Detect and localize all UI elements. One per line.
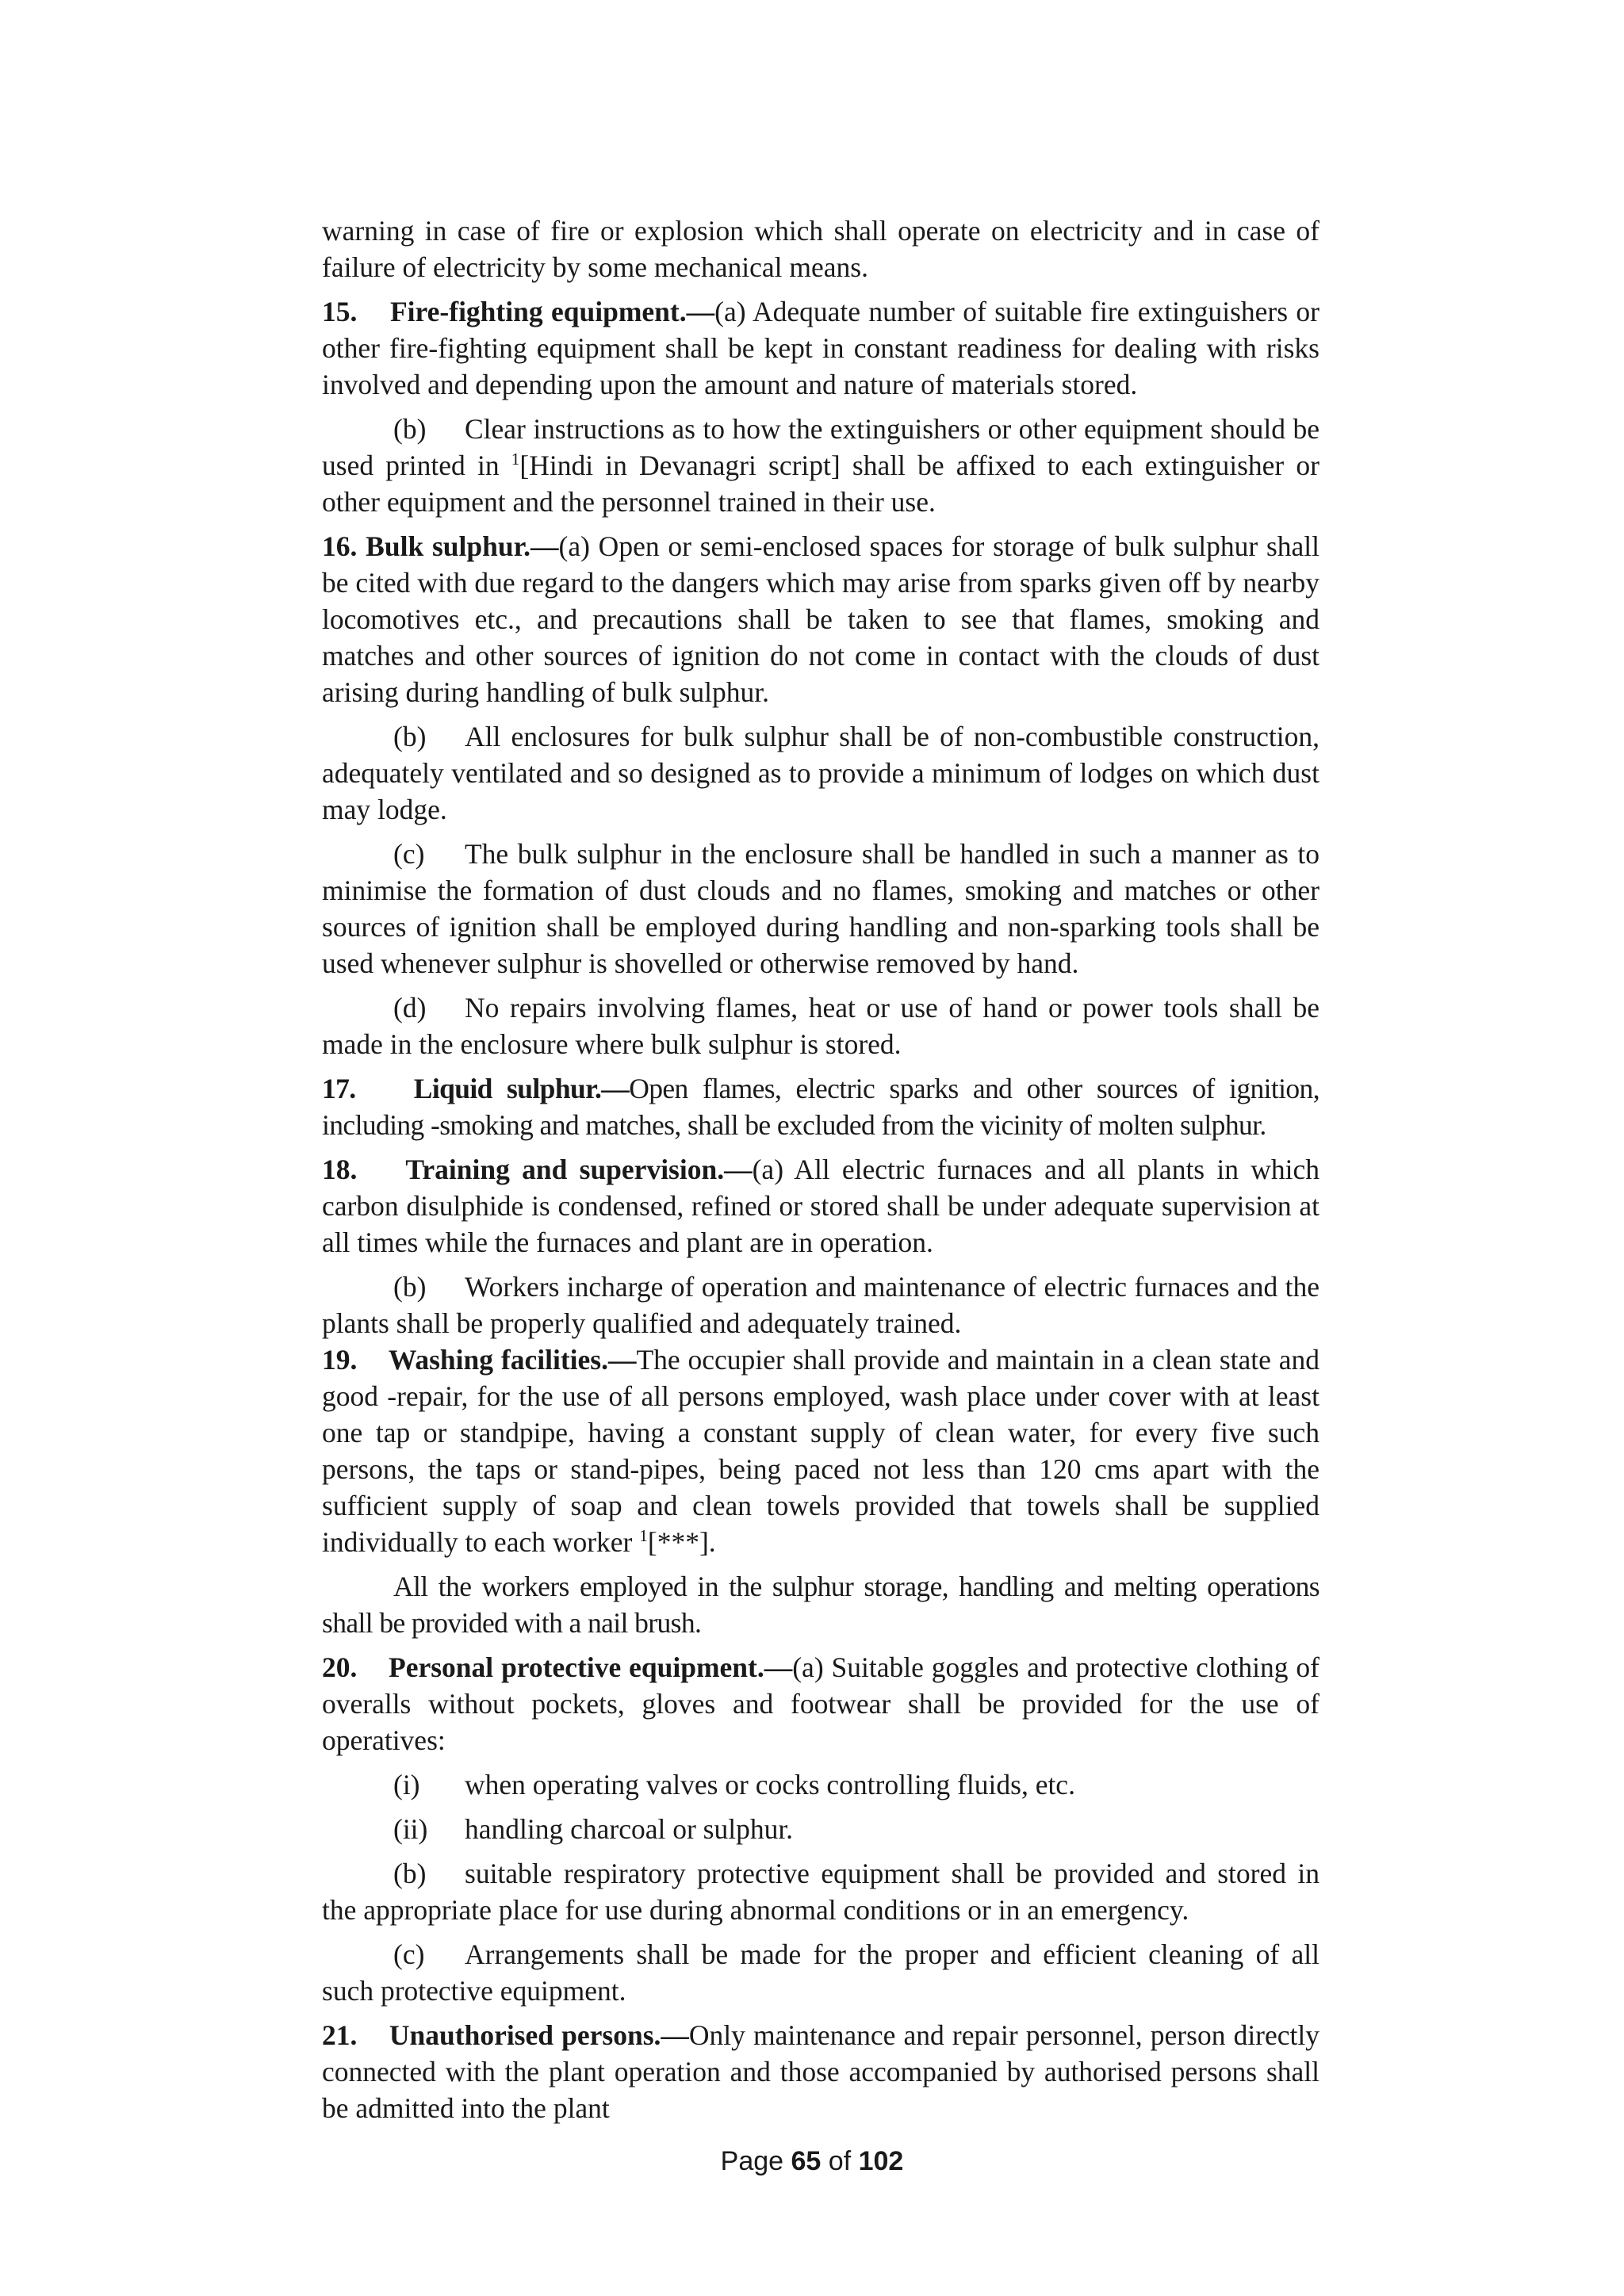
clause-text: suitable respiratory protective equipment shall be provided and stored in the appropriate place for use during abnormal conditions or in an emergency. [322,1858,1320,1926]
clause-label: (d) [393,992,427,1024]
section-15-b [322,411,1320,520]
clause-text-cont: [Hindi in Devanagri script] shall be affixed to each extinguisher or other equipment and the personnel trained in their use. [322,450,1320,518]
item-label: (ii) [393,1813,428,1845]
section-text: (a) All electric furnaces and all plants in which carbon disulphide is condensed, refined or stored shall be under adequate supervision at all times while the furnaces and plant are in operation. [322,1154,1320,1258]
clause-label: (c) [393,838,425,870]
section-number: 19. [322,1344,358,1376]
section-20-c [322,1936,1320,2009]
clause-label: (b) [393,1858,427,1889]
clause-label: (c) [393,1938,425,1970]
clause-text: Clear instructions as to how the extinguishers or other equipment should be used printed in [322,413,1320,481]
clause-text: Workers incharge of operation and maintenance of electric furnaces and the plants shall be properly qualified and adequately trained. [322,1271,1320,1339]
section-heading: Liquid sulphur.— [413,1073,630,1104]
section-heading: Washing facilities.— [388,1344,637,1376]
section-number: 16. [322,530,358,562]
section-number: 18. [322,1154,358,1185]
section-text: Open flames, electric sparks and other sources of ignition, including -smoking and matches, shall be excluded from the vicinity of molten sulphur. [322,1073,1320,1141]
clause-text: No repairs involving flames, heat or use of hand or power tools shall be made in the enclosure where bulk sulphur is stored. [322,992,1320,1060]
section-text: The occupier shall provide and maintain in a clean state and good -repair, for the use of all persons employed, wash place under cover with at least one tap or standpipe, having a constant supply of clean water, for every five such persons, the taps or stand-pipes, being paced not less than 120 cms apart with the sufficient supply of soap and clean towels provided that towels shall be supplied individually to each worker [322,1344,1320,1558]
section-heading: Fire-fighting equipment.— [390,296,715,327]
section-20-b [322,1855,1320,1928]
item-label: (i) [393,1769,420,1800]
section-number: 21. [322,2019,358,2051]
section-16 [322,528,1320,710]
section-18 [322,1151,1320,1261]
section-16-b [322,718,1320,828]
clause-text: Arrangements shall be made for the proper and efficient cleaning of all such protective equipment. [322,1938,1320,2007]
footnote-marker: 1 [511,450,520,469]
clause-text: All enclosures for bulk sulphur shall be of non-combustible construction, adequately ventilated and so designed as to provide a minimum of lodges on which dust may lodge. [322,721,1320,825]
section-heading: Training and supervision.— [405,1154,753,1185]
section-17 [322,1070,1320,1143]
page-footer [0,2146,1624,2177]
section-number: 17. [322,1073,356,1104]
section-20-item-i [322,1766,1320,1803]
section-19 [322,1341,1320,1560]
section-16-c [322,836,1320,982]
section-20-item-ii [322,1811,1320,1847]
section-21 [322,2017,1320,2126]
section-20 [322,1649,1320,1758]
section-text: (a) Adequate number of suitable fire extinguishers or other fire-fighting equipment shall be kept in constant readiness for dealing with risks involved and depending upon the amount and nature of materials stored. [322,296,1320,400]
section-number: 15. [322,296,358,327]
clause-label: (b) [393,721,427,752]
section-heading: Personal protective equipment.— [389,1651,793,1683]
current-page-number: 65 [791,2146,822,2176]
section-15 [322,293,1320,403]
of-word: of [828,2146,852,2176]
section-19-para-2: All the workers employed in the sulphur storage, handling and melting operations shall be provided with a nail brush. [322,1571,1320,1639]
section-heading: Bulk sulphur.— [366,530,559,562]
intro-paragraph: warning in case of fire or explosion which shall operate on electricity and in case of failure of electricity by some mechanical means. [322,215,1320,283]
total-pages: 102 [858,2146,904,2176]
section-16-d [322,989,1320,1062]
page-word: Page [720,2146,784,2176]
section-number: 20. [322,1651,358,1683]
clause-text: The bulk sulphur in the enclosure shall be handled in such a manner as to minimise the formation of dust clouds and no flames, smoking and matches or other sources of ignition shall be employed during handling and non-sparking tools shall be used whenever sulphur is shovelled or otherwise removed by hand. [322,838,1320,979]
document-body [322,212,1320,2126]
section-text: Only maintenance and repair personnel, person directly connected with the plant operation and those accompanied by authorised persons shall be admitted into the plant [322,2019,1320,2124]
clause-label: (b) [393,413,427,445]
item-text: handling charcoal or sulphur. [465,1813,794,1845]
section-heading: Unauthorised persons.— [389,2019,689,2051]
clause-label: (b) [393,1271,427,1303]
section-text: (a) Suitable goggles and protective clothing of overalls without pockets, gloves and footwear shall be provided for the use of operatives: [322,1651,1320,1756]
item-text: when operating valves or cocks controlling fluids, etc. [465,1769,1075,1800]
section-text: (a) Open or semi-enclosed spaces for storage of bulk sulphur shall be cited with due regard to the dangers which may arise from sparks given off by nearby locomotives etc., and precautions shall be taken to see that flames, smoking and matches and other sources of ignition do not come in contact with the clouds of dust arising during handling of bulk sulphur. [322,530,1320,708]
section-text-cont: [***]. [647,1526,716,1558]
section-18-b [322,1269,1320,1341]
footnote-marker: 1 [639,1526,648,1546]
